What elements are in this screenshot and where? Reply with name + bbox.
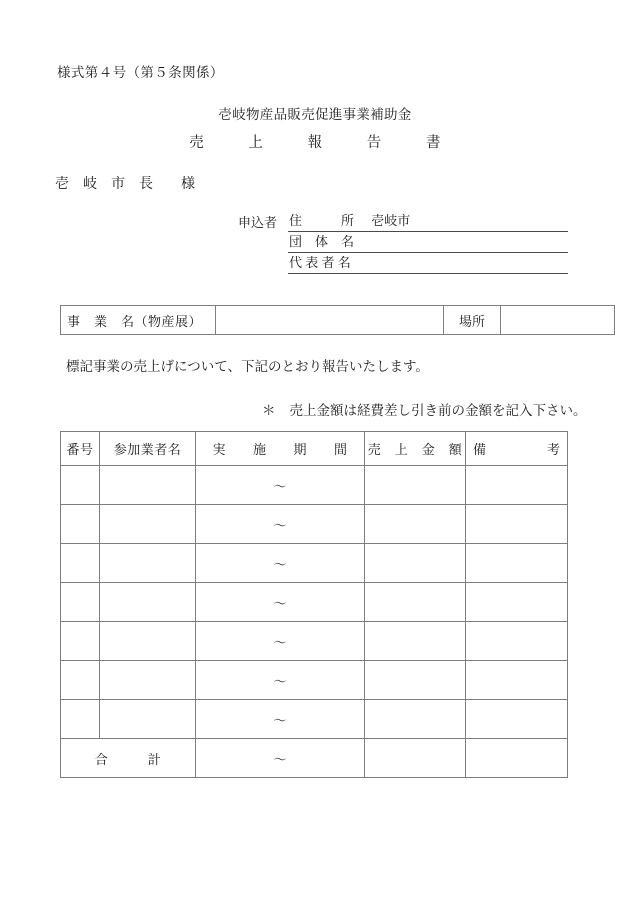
total-label-left: 合	[94, 751, 109, 767]
cell-period[interactable]: 〜	[196, 544, 365, 583]
cell-amount[interactable]	[365, 622, 466, 661]
cell-remarks[interactable]	[466, 583, 568, 622]
cell-remarks[interactable]	[466, 661, 568, 700]
cell-number[interactable]	[61, 544, 100, 583]
applicant-row-address	[238, 211, 568, 232]
event-name-input[interactable]	[216, 306, 444, 335]
applicant-address-value: 壱岐市	[371, 213, 411, 228]
table-row	[61, 544, 568, 583]
event-name-table	[60, 305, 615, 335]
cell-amount[interactable]	[365, 700, 466, 739]
cell-remarks[interactable]	[466, 622, 568, 661]
cell-number[interactable]	[61, 622, 100, 661]
cell-period[interactable]: 〜	[196, 466, 365, 505]
column-header-period: 実 施 期 間	[196, 432, 365, 466]
cell-vendor[interactable]	[100, 700, 196, 739]
cell-number[interactable]	[61, 505, 100, 544]
total-cell-remarks[interactable]	[466, 739, 568, 778]
cell-number[interactable]	[61, 466, 100, 505]
total-cell-period: 〜	[196, 739, 365, 778]
table-header-row	[61, 432, 568, 466]
cell-amount[interactable]	[365, 505, 466, 544]
applicant-organization-field[interactable]	[288, 233, 568, 253]
cell-remarks[interactable]	[466, 700, 568, 739]
cell-vendor[interactable]	[100, 661, 196, 700]
cell-amount[interactable]	[365, 544, 466, 583]
total-cell-amount[interactable]	[365, 739, 466, 778]
cell-remarks[interactable]	[466, 466, 568, 505]
applicant-block	[238, 211, 568, 274]
asterisk-icon: ＊	[262, 403, 276, 418]
table-row	[61, 466, 568, 505]
applicant-prefix-label: 申込者	[238, 215, 278, 230]
applicant-representative-label: 代 表 者 名	[289, 255, 351, 270]
column-header-number: 番号	[61, 432, 100, 466]
applicant-row-representative	[238, 253, 568, 274]
cell-vendor[interactable]	[100, 622, 196, 661]
cell-vendor[interactable]	[100, 544, 196, 583]
cell-period[interactable]: 〜	[196, 505, 365, 544]
cell-remarks[interactable]	[466, 544, 568, 583]
applicant-row-organization	[238, 232, 568, 253]
event-place-label: 場所	[444, 306, 501, 335]
cell-period[interactable]: 〜	[196, 622, 365, 661]
event-name-label: 事 業 名（物産展）	[61, 306, 216, 335]
table-row	[61, 622, 568, 661]
cell-amount[interactable]	[365, 583, 466, 622]
cell-vendor[interactable]	[100, 583, 196, 622]
column-header-amount: 売 上 金 額	[365, 432, 466, 466]
cell-vendor[interactable]	[100, 466, 196, 505]
cell-number[interactable]	[61, 583, 100, 622]
applicant-representative-field[interactable]	[288, 254, 568, 274]
page-title: 売 上 報 告 書	[189, 135, 441, 151]
applicant-organization-label: 団 体 名	[289, 234, 355, 249]
table-row	[61, 583, 568, 622]
cell-amount[interactable]	[365, 466, 466, 505]
form-number: 様式第４号（第５条関係）	[57, 65, 224, 80]
cell-number[interactable]	[61, 700, 100, 739]
total-label-right: 計	[147, 751, 162, 767]
note-body: 売上金額は経費差し引き前の金額を記入下さい。	[289, 403, 587, 418]
column-header-remarks-left: 備	[473, 442, 487, 457]
column-header-remarks-right: 考	[546, 442, 560, 457]
note-text	[262, 399, 587, 419]
cell-period[interactable]: 〜	[196, 583, 365, 622]
cell-period[interactable]: 〜	[196, 700, 365, 739]
sales-report-table	[60, 431, 568, 778]
column-header-vendor: 参加業者名	[100, 432, 196, 466]
table-row	[61, 505, 568, 544]
column-header-remarks	[466, 432, 568, 466]
cell-period[interactable]: 〜	[196, 661, 365, 700]
event-table-row	[61, 306, 615, 335]
event-place-input[interactable]	[501, 306, 615, 335]
table-row	[61, 661, 568, 700]
addressee: 壱 岐 市 長 様	[55, 177, 195, 192]
table-total-row	[61, 739, 568, 778]
statement-text: 標記事業の売上げについて、下記のとおり報告いたします。	[66, 359, 429, 374]
table-row	[61, 700, 568, 739]
total-label-cell	[61, 739, 196, 778]
cell-vendor[interactable]	[100, 505, 196, 544]
applicant-address-field[interactable]	[288, 212, 568, 232]
cell-amount[interactable]	[365, 661, 466, 700]
applicant-address-label: 住 所	[289, 213, 355, 228]
subsidy-program-title: 壱岐物産品販売促進事業補助金	[218, 107, 412, 122]
cell-remarks[interactable]	[466, 505, 568, 544]
sales-table-body	[61, 466, 568, 778]
cell-number[interactable]	[61, 661, 100, 700]
